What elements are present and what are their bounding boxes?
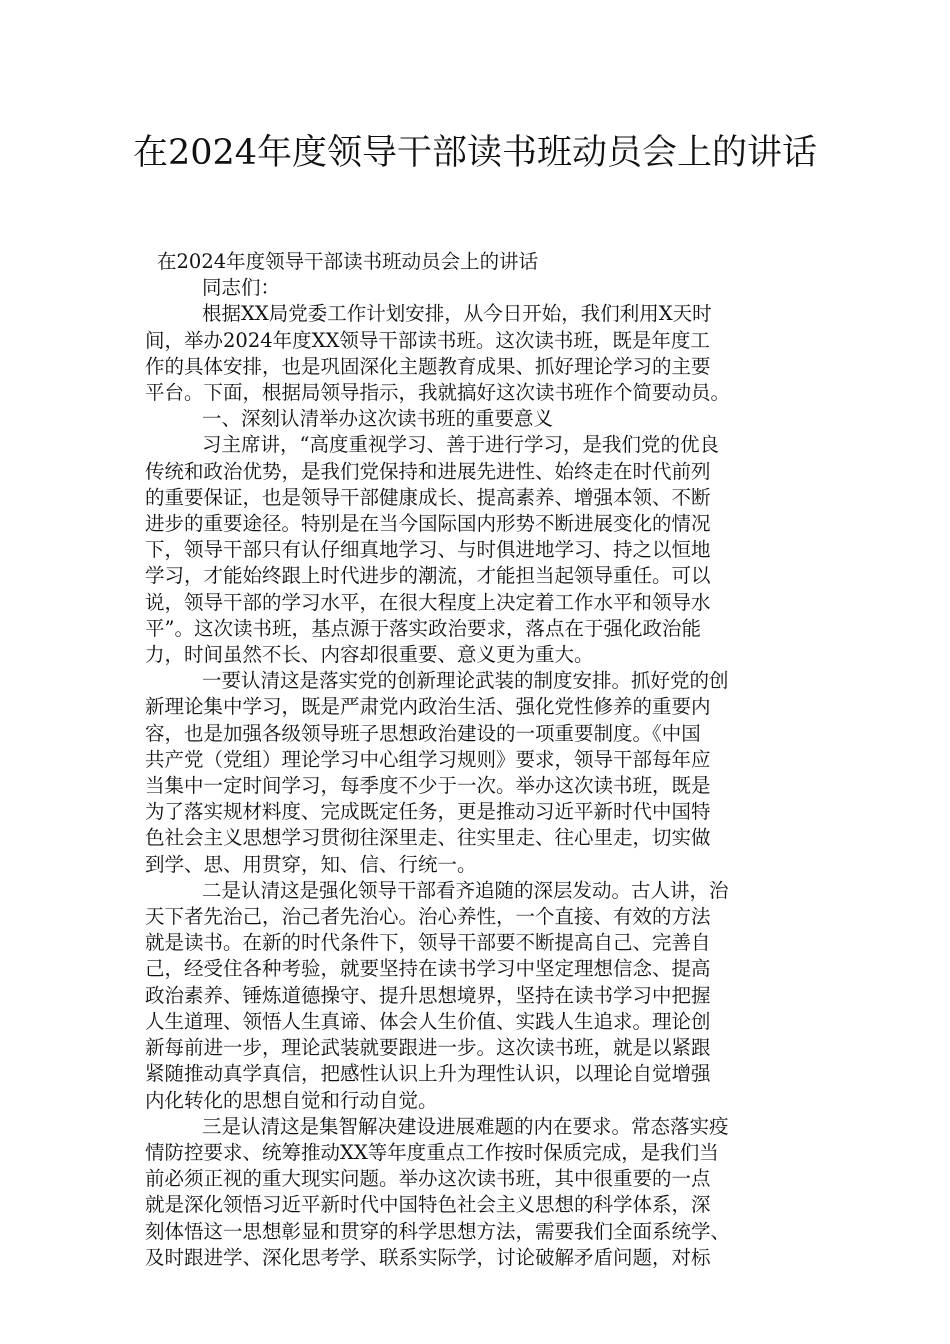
body-line: 平”。这次读书班，基点源于落实政治要求，落点在于强化政治能 [145,616,701,640]
body-line: 天下者先治己，治己者先治心。治心养性，一个直接、有效的方法 [145,905,711,929]
document-subtitle: 在2024年度领导干部读书班动员会上的讲话 [157,250,539,273]
body-line: 的重要保证，也是领导干部健康成长、提高素养、增强本领、不断 [145,485,711,509]
body-line: 为了落实规材料度、完成既定任务，更是推动习近平新时代中国特 [145,800,711,824]
body-line: 力，时间虽然不长、内容却很重要、意义更为重大。 [145,643,594,667]
body-line: 说，领导干部的学习水平，在很大程度上决定着工作水平和领导水 [145,590,711,614]
body-line: 当集中一定时间学习，每季度不少于一次。举办这次读书班，既是 [145,774,711,798]
body-line: 作的具体安排，也是巩固深化主题教育成果、抓好理论学习的主要 [145,354,711,378]
body-line: 传统和政治优势，是我们党保持和进展先进性、始终走在时代前列 [145,459,711,483]
body-line: 情防控要求、统筹推动XX等年度重点工作按时保质完成，是我们当 [145,1140,719,1164]
body-line: 平台。下面，根据局领导指示，我就搞好这次读书班作个简要动员。 [145,381,731,405]
body-line: 根据XX局党委工作计划安排，从今日开始，我们利用X天时 [202,302,712,326]
body-line: 三是认清这是集智解决建设进展难题的内在要求。常态落实疫 [202,1114,729,1138]
body-line: 二是认清这是强化领导干部看齐追随的深层发动。古人讲，治 [202,878,729,902]
body-line: 下，领导干部只有认仔细真地学习、与时俱进地学习、持之以恒地 [145,538,711,562]
body-line: 到学、思、用贯穿，知、信、行统一。 [145,852,477,876]
body-line: 内化转化的思想自觉和行动自觉。 [145,1088,438,1112]
body-line: 间，举办2024年度XX领导干部读书班。这次读书班，既是年度工 [145,328,710,352]
body-line: 学习，才能始终跟上时代进步的潮流，才能担当起领导重任。可以 [145,564,711,588]
document-title: 在2024年度领导干部读书班动员会上的讲话 [132,133,818,173]
body-line: 进步的重要途径。特别是在当今国际国内形势不断进展变化的情况 [145,512,711,536]
body-line: 人生道理、领悟人生真谛、体会人生价值、实践人生追求。理论创 [145,1009,711,1033]
body-line: 及时跟进学、深化思考学、联系实际学，讨论破解矛盾问题，对标 [145,1245,711,1269]
body-line: 色社会主义思想学习贯彻往深里走、往实里走、往心里走，切实做 [145,826,711,850]
body-line: 一要认清这是落实党的创新理论武装的制度安排。抓好党的创 [202,669,729,693]
body-line: 容，也是加强各级领导班子思想政治建设的一项重要制度。《中国 [145,721,701,745]
body-line: 政治素养、锤炼道德操守、提升思想境界，坚持在读书学习中把握 [145,983,711,1007]
body-line: 刻体悟这一思想彰显和贯穿的科学思想方法，需要我们全面系统学、 [145,1219,731,1243]
body-line: 一、深刻认清举办这次读书班的重要意义 [202,407,554,431]
body-line: 新每前进一步，理论武装就要跟进一步。这次读书班，就是以紧跟 [145,1036,711,1060]
body-line: 共产党（党组）理论学习中心组学习规则》要求，领导干部每年应 [145,747,711,771]
document-body [145,249,821,1271]
body-line: 前必须正视的重大现实问题。举办这次读书班，其中很重要的一点 [145,1167,711,1191]
body-line: 同志们： [202,276,281,300]
body-line: 就是读书。在新的时代条件下，领导干部要不断提高自己、完善自 [145,931,711,955]
body-line: 己，经受住各种考验，就要坚持在读书学习中坚定理想信念、提高 [145,957,711,981]
body-line: 就是深化领悟习近平新时代中国特色社会主义思想的科学体系，深 [145,1193,711,1217]
body-line: 紧随推动真学真信，把感性认识上升为理性认识，以理论自觉增强 [145,1062,711,1086]
body-line: 习主席讲，“高度重视学习、善于进行学习，是我们党的优良 [202,433,719,457]
body-line: 新理论集中学习，既是严肃党内政治生活、强化党性修养的重要内 [145,695,711,719]
